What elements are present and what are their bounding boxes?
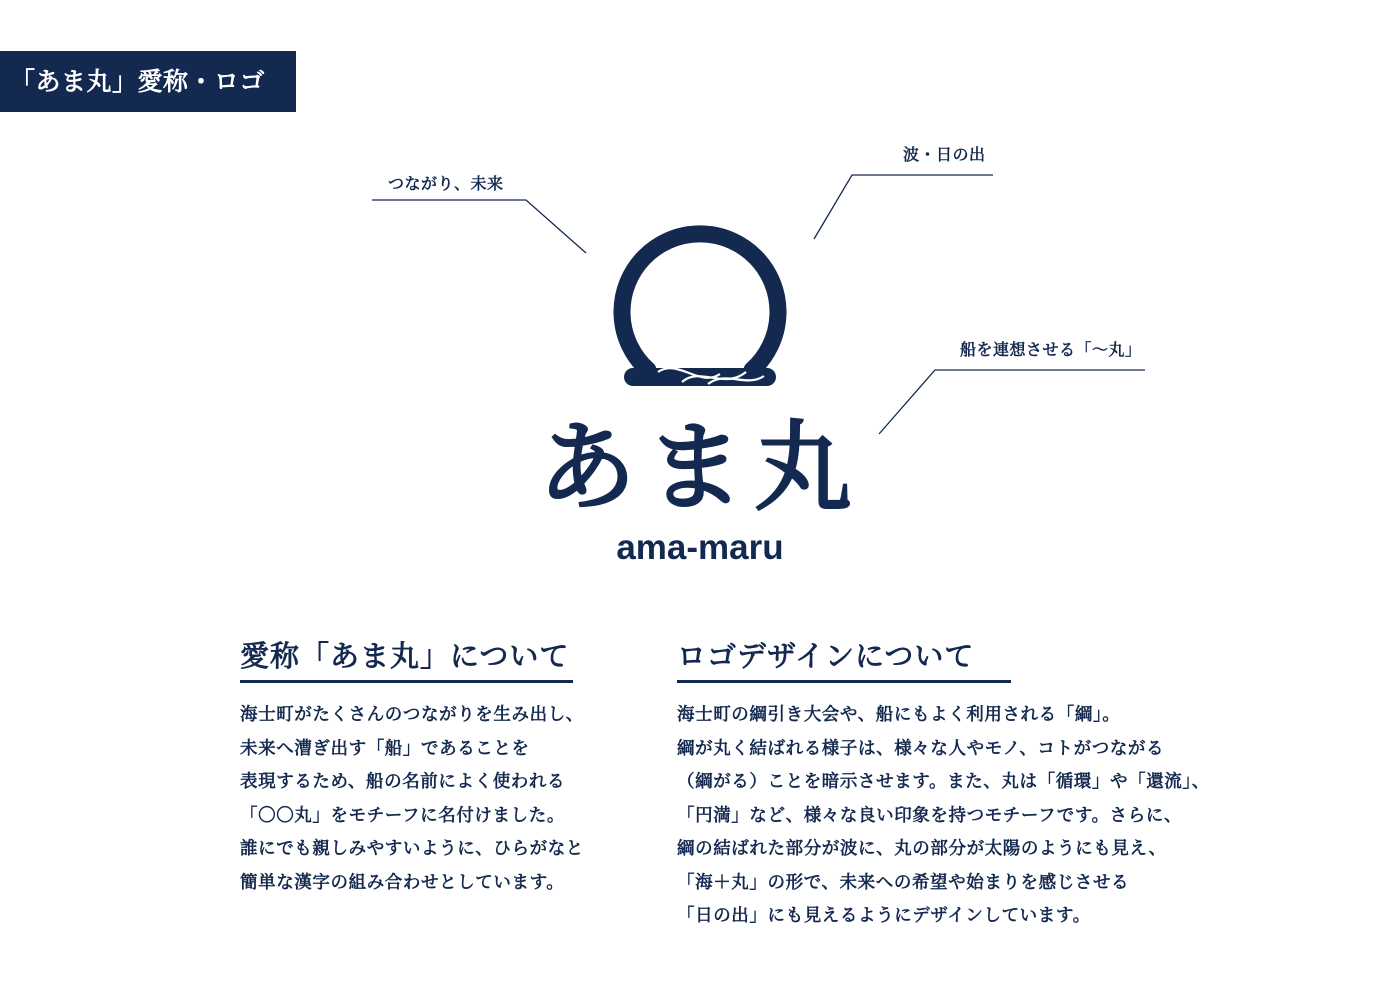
body-line: 「円満」など、様々な良い印象を持つモチーフです。さらに、 <box>677 805 1183 826</box>
body-line: 「日の出」にも見えるようにデザインしています。 <box>677 906 1091 926</box>
rope-ring-logo-icon <box>608 212 792 396</box>
leader-line-connection <box>372 200 586 253</box>
logo-design-section <box>677 636 1257 934</box>
nickname-section-title: 愛称「あま丸」について <box>240 639 570 673</box>
nickname-section <box>240 636 640 900</box>
body-line: 「海＋丸」の形で、未来への希望や始まりを感じさせる <box>677 872 1130 893</box>
callout-label-wave: 波・日の出 <box>903 145 986 164</box>
body-line: 綱が丸く結ばれる様子は、様々な人やモノ、コトがつながる <box>677 738 1165 759</box>
logo-ring-arc <box>622 234 778 370</box>
body-line: 海士町の綱引き大会や、船にもよく利用される「綱」。 <box>677 705 1121 725</box>
body-line: 海士町がたくさんのつながりを生み出し、 <box>240 705 584 725</box>
leader-line-wave <box>814 175 993 239</box>
callout-label-connection: つながり、未来 <box>388 174 504 193</box>
page-header-title: 「あま丸」愛称・ロゴ <box>10 67 266 96</box>
body-line: 表現するため、船の名前によく使われる <box>240 772 566 792</box>
body-line: 「〇〇丸」をモチーフに名付けました。 <box>240 805 565 826</box>
logo-name-romaji: ama-maru <box>616 528 784 567</box>
callout-label-ship: 船を連想させる「〜丸」 <box>960 340 1142 359</box>
body-line: 綱の結ばれた部分が波に、丸の部分が太陽のようにも見え、 <box>677 839 1167 859</box>
logo-name-japanese: あま丸 <box>537 411 862 525</box>
logo-design-section-body <box>677 699 1257 934</box>
page-header-tag <box>0 51 296 112</box>
logo-design-section-underline <box>677 680 1011 683</box>
body-line: （綱がる）ことを暗示させます。また、丸は「循環」や「還流」、 <box>677 772 1210 792</box>
nickname-section-body <box>240 699 640 900</box>
leader-line-ship <box>879 370 1145 434</box>
body-line: 簡単な漢字の組み合わせとしています。 <box>240 872 565 893</box>
logo-design-section-title: ロゴデザインについて <box>677 639 975 673</box>
body-line: 誰にでも親しみやすいように、ひらがなと <box>240 839 584 859</box>
body-line: 未来へ漕ぎ出す「船」であることを <box>240 738 530 759</box>
nickname-section-underline <box>240 680 573 683</box>
